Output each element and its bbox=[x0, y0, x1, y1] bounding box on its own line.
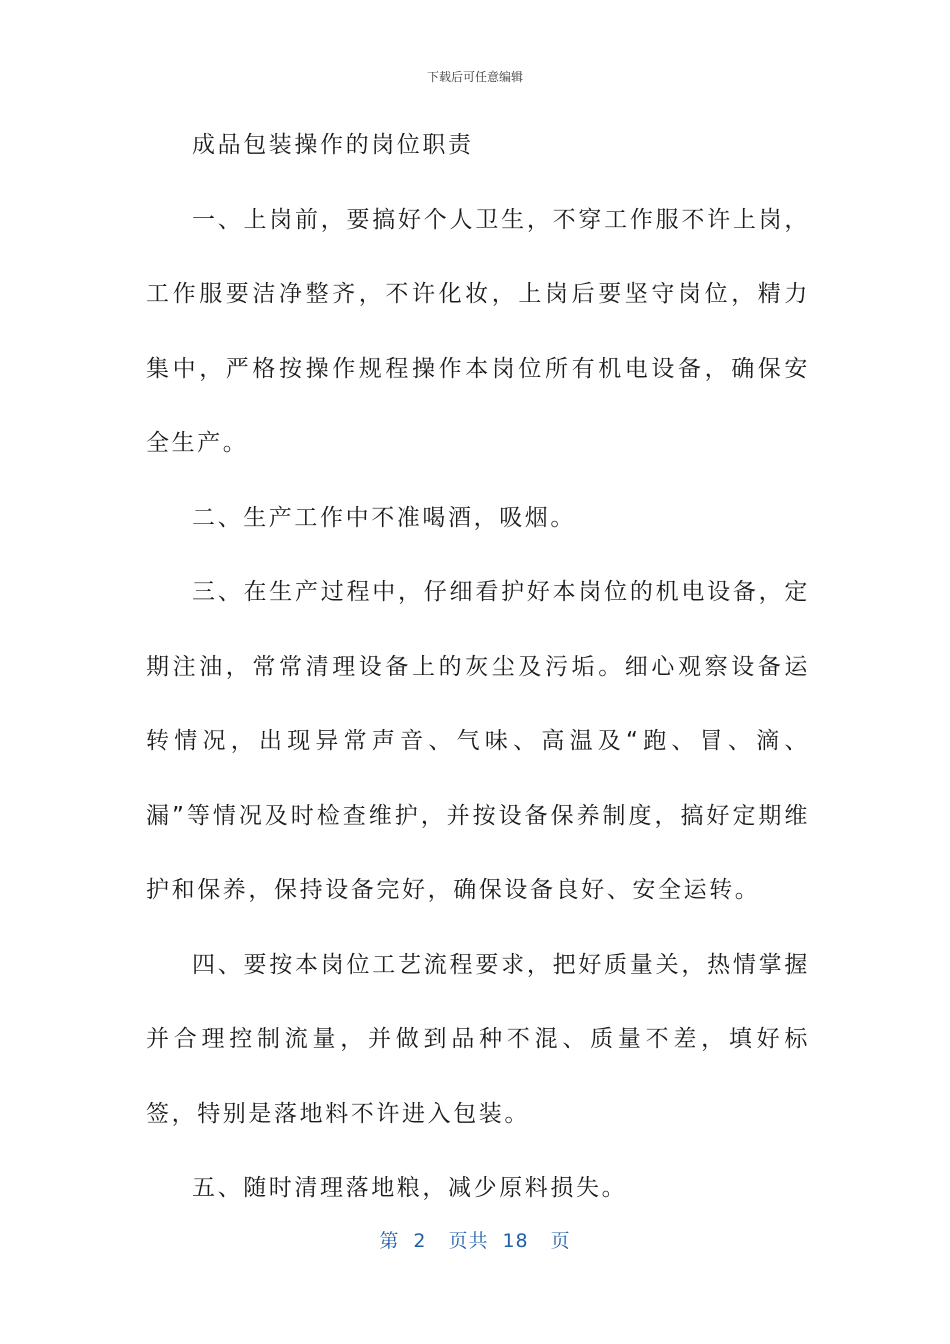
page-footer bbox=[0, 1226, 950, 1253]
header-note: 下载后可任意编辑 bbox=[426, 70, 523, 84]
total-pages-number: 18 bbox=[502, 1230, 529, 1252]
paragraph-5: 五、随时清理落地粮，减少原料损失。 bbox=[192, 1175, 628, 1201]
paragraph-1: 一、上岗前，要搞好个人卫生，不穿工作服不许上岗，工作服要洁净整齐，不许化妆，上岗后要坚守岗位，精力集中，严格按操作规程操作本岗位所有机电设备，确保安全生产。 bbox=[146, 206, 810, 456]
paragraph-3: 三、在生产过程中，仔细看护好本岗位的机电设备，定期注油，常常清理设备上的灰尘及污垢。细心观察设备运转情况，出现异常声音、气味、高温及“跑、冒、滴、漏”等情况及时检查维护，并按设备保养制度，搞好定期维护和保养，保持设备完好，确保设备良好、安全运转。 bbox=[146, 579, 810, 903]
footer-prefix: 第 bbox=[379, 1230, 400, 1252]
paragraph-2: 二、生产工作中不准喝酒，吸烟。 bbox=[192, 504, 576, 531]
document-title: 成品包装操作的岗位职责 bbox=[192, 132, 474, 158]
current-page-number: 2 bbox=[413, 1230, 427, 1252]
document-body bbox=[146, 108, 810, 1226]
footer-middle: 页共 bbox=[448, 1230, 489, 1252]
footer-suffix: 页 bbox=[550, 1230, 571, 1252]
paragraph-4: 四、要按本岗位工艺流程要求，把好质量关，热情掌握并合理控制流量，并做到品种不混、质量不差，填好标签，特别是落地料不许进入包装。 bbox=[146, 951, 810, 1127]
